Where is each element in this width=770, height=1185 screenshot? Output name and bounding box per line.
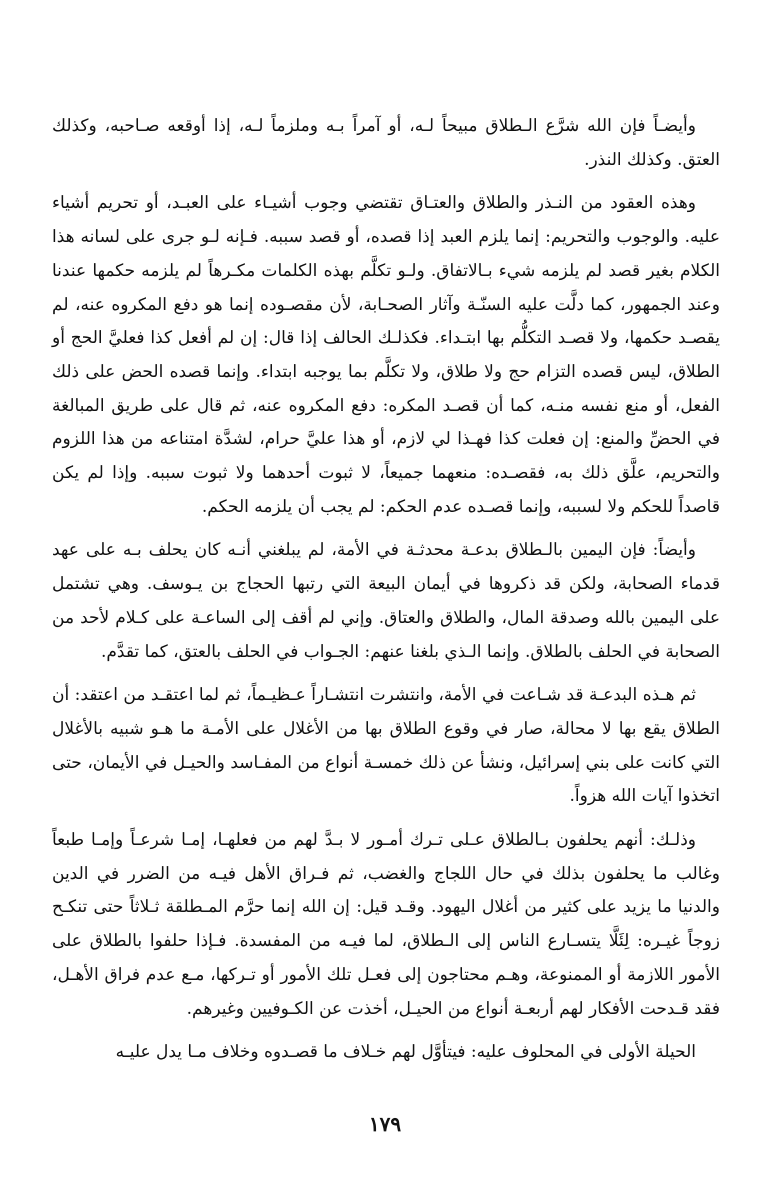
paragraph-divorce-permission: وأيضـاً فإن الله شرَّع الـطلاق مبيحاً لـه، أو آمراً بـه وملزماً لـه، إذا أوقعه صـاحبه، وكذلك العتق. وكذلك النذر. <box>52 116 720 170</box>
paragraph-contracts-obligations: وهذه العقود من النـذر والطلاق والعتـاق تقتضي وجوب أشيـاء على العبـد، أو تحريم أشياء عليه. والوجوب والتحريم: إنما يلزم العبد إذا قصده، أو قصد سببه. فـإنه لـو جرى على لسانه هذا الكلام بغير قصد لم يلزمه شيء بـالاتفاق. ولـو تكلَّم بهذه الكلمات مكـرهاً لم يلزمه حكمها عندنا وعند الجمهور، كما دلَّت عليه السنّـة وآثار الصحـابة، لأن مقصـوده إنما هو دفع المكروه عنه، لم يقصـد حكمها، ولا قصـد التكلُّم بها ابتـداء. فكذلـك الحالف إذا قال: إن لم أفعل كذا فعليَّ الحج أو الطلاق، ليس قصده التزام حج ولا طلاق، ولا تكلَّم بما يوجبه ابتداء. وإنما قصده الحض على ذلك الفعل، أو منع نفسه منـه، كما أن قصـد المكره: دفع المكروه عنه، ثم قال على طريق المبالغة في الحضِّ والمنع: إن فعلت كذا فهـذا لي لازم، أو هذا عليَّ حرام، لشدَّة امتناعه من هذا اللزوم والتحريم، علَّق ذلك به، فقصـده: منعهما جميعاً، لا ثبوت أحدهما ولا ثبوت سببه. وإذا لم يكن قاصداً للحكم ولا لسببه، وإنما قصـده عدم الحكم: لم يجب أن يلزمه الحكم. <box>52 193 720 517</box>
paragraph-spread-of-innovation: ثم هـذه البدعـة قد شـاعت في الأمة، وانتشرت انتشـاراً عـظيـماً، ثم لما اعتقـد من اعتقد: أن الطلاق يقع بها لا محالة، صار في وقوع الطلاق بها من الأغلال على الأمـة ما هـو شبيه بالأغلال التي كانت على بني إسرائيل، ونشأ عن ذلك خمسـة أنواع من المفـاسد والحيـل في الأيمان، حتى اتخذوا آيات الله هزواً. <box>52 685 720 807</box>
paragraph-oath-innovation: وأيضاً: فإن اليمين بالـطلاق بدعـة محدثـة في الأمة، لم يبلغني أنـه كان يحلف بـه على عهد قدماء الصحابة، ولكن قد ذكروها في أيمان البيعة التي رتبها الحجاج بن يـوسف. وهي تشتمل على اليمين بالله وصدقة المال، والطلاق والعتاق. وإني لم أقف إلى الساعـة على كـلام لأحد من الصحابة في الحلف بالطلاق. وإنما الـذي بلغنا عنهم: الجـواب في الحلف بالعتق، كما تقدَّم. <box>52 540 720 662</box>
page-number: ١٧٩ <box>368 1112 402 1136</box>
body-text <box>52 110 720 1080</box>
paragraph-first-stratagem: الحيلة الأولى في المحلوف عليه: فيتأوَّل لهم خـلاف ما قصـدوه وخلاف مـا يدل عليـه <box>115 1042 696 1063</box>
paragraph-swearing-consequences: وذلـك: أنهم يحلفون بـالطلاق عـلى تـرك أمـور لا بـدَّ لهم من فعلهـا، إمـا شرعـاً وإمـا طبعاً وغالب ما يحلفون بذلك في حال اللجاج والغضب، ثم فـراق الأهل فيـه من الضرر في الدين والدنيا ما يزيد على كثير من أغلال اليهود. وقـد قيل: إن الله إنما حرَّم المـطلقة ثـلاثاً حتى تنكـح زوجاً غيـره: لِئَلَّا يتسـارع الناس إلى الـطلاق، لما فيـه من المفسدة. فـإذا حلفوا بالطلاق على الأمور اللازمة أو الممنوعة، وهـم محتاجون إلى فعـل تلك الأمور أو تـركها، مـع عدم فراق الأهـل، فقد قـدحت الأفكار لهم أربعـة أنواع من الحيـل، أخذت عن الكـوفيين وغيرهم. <box>52 830 720 1019</box>
